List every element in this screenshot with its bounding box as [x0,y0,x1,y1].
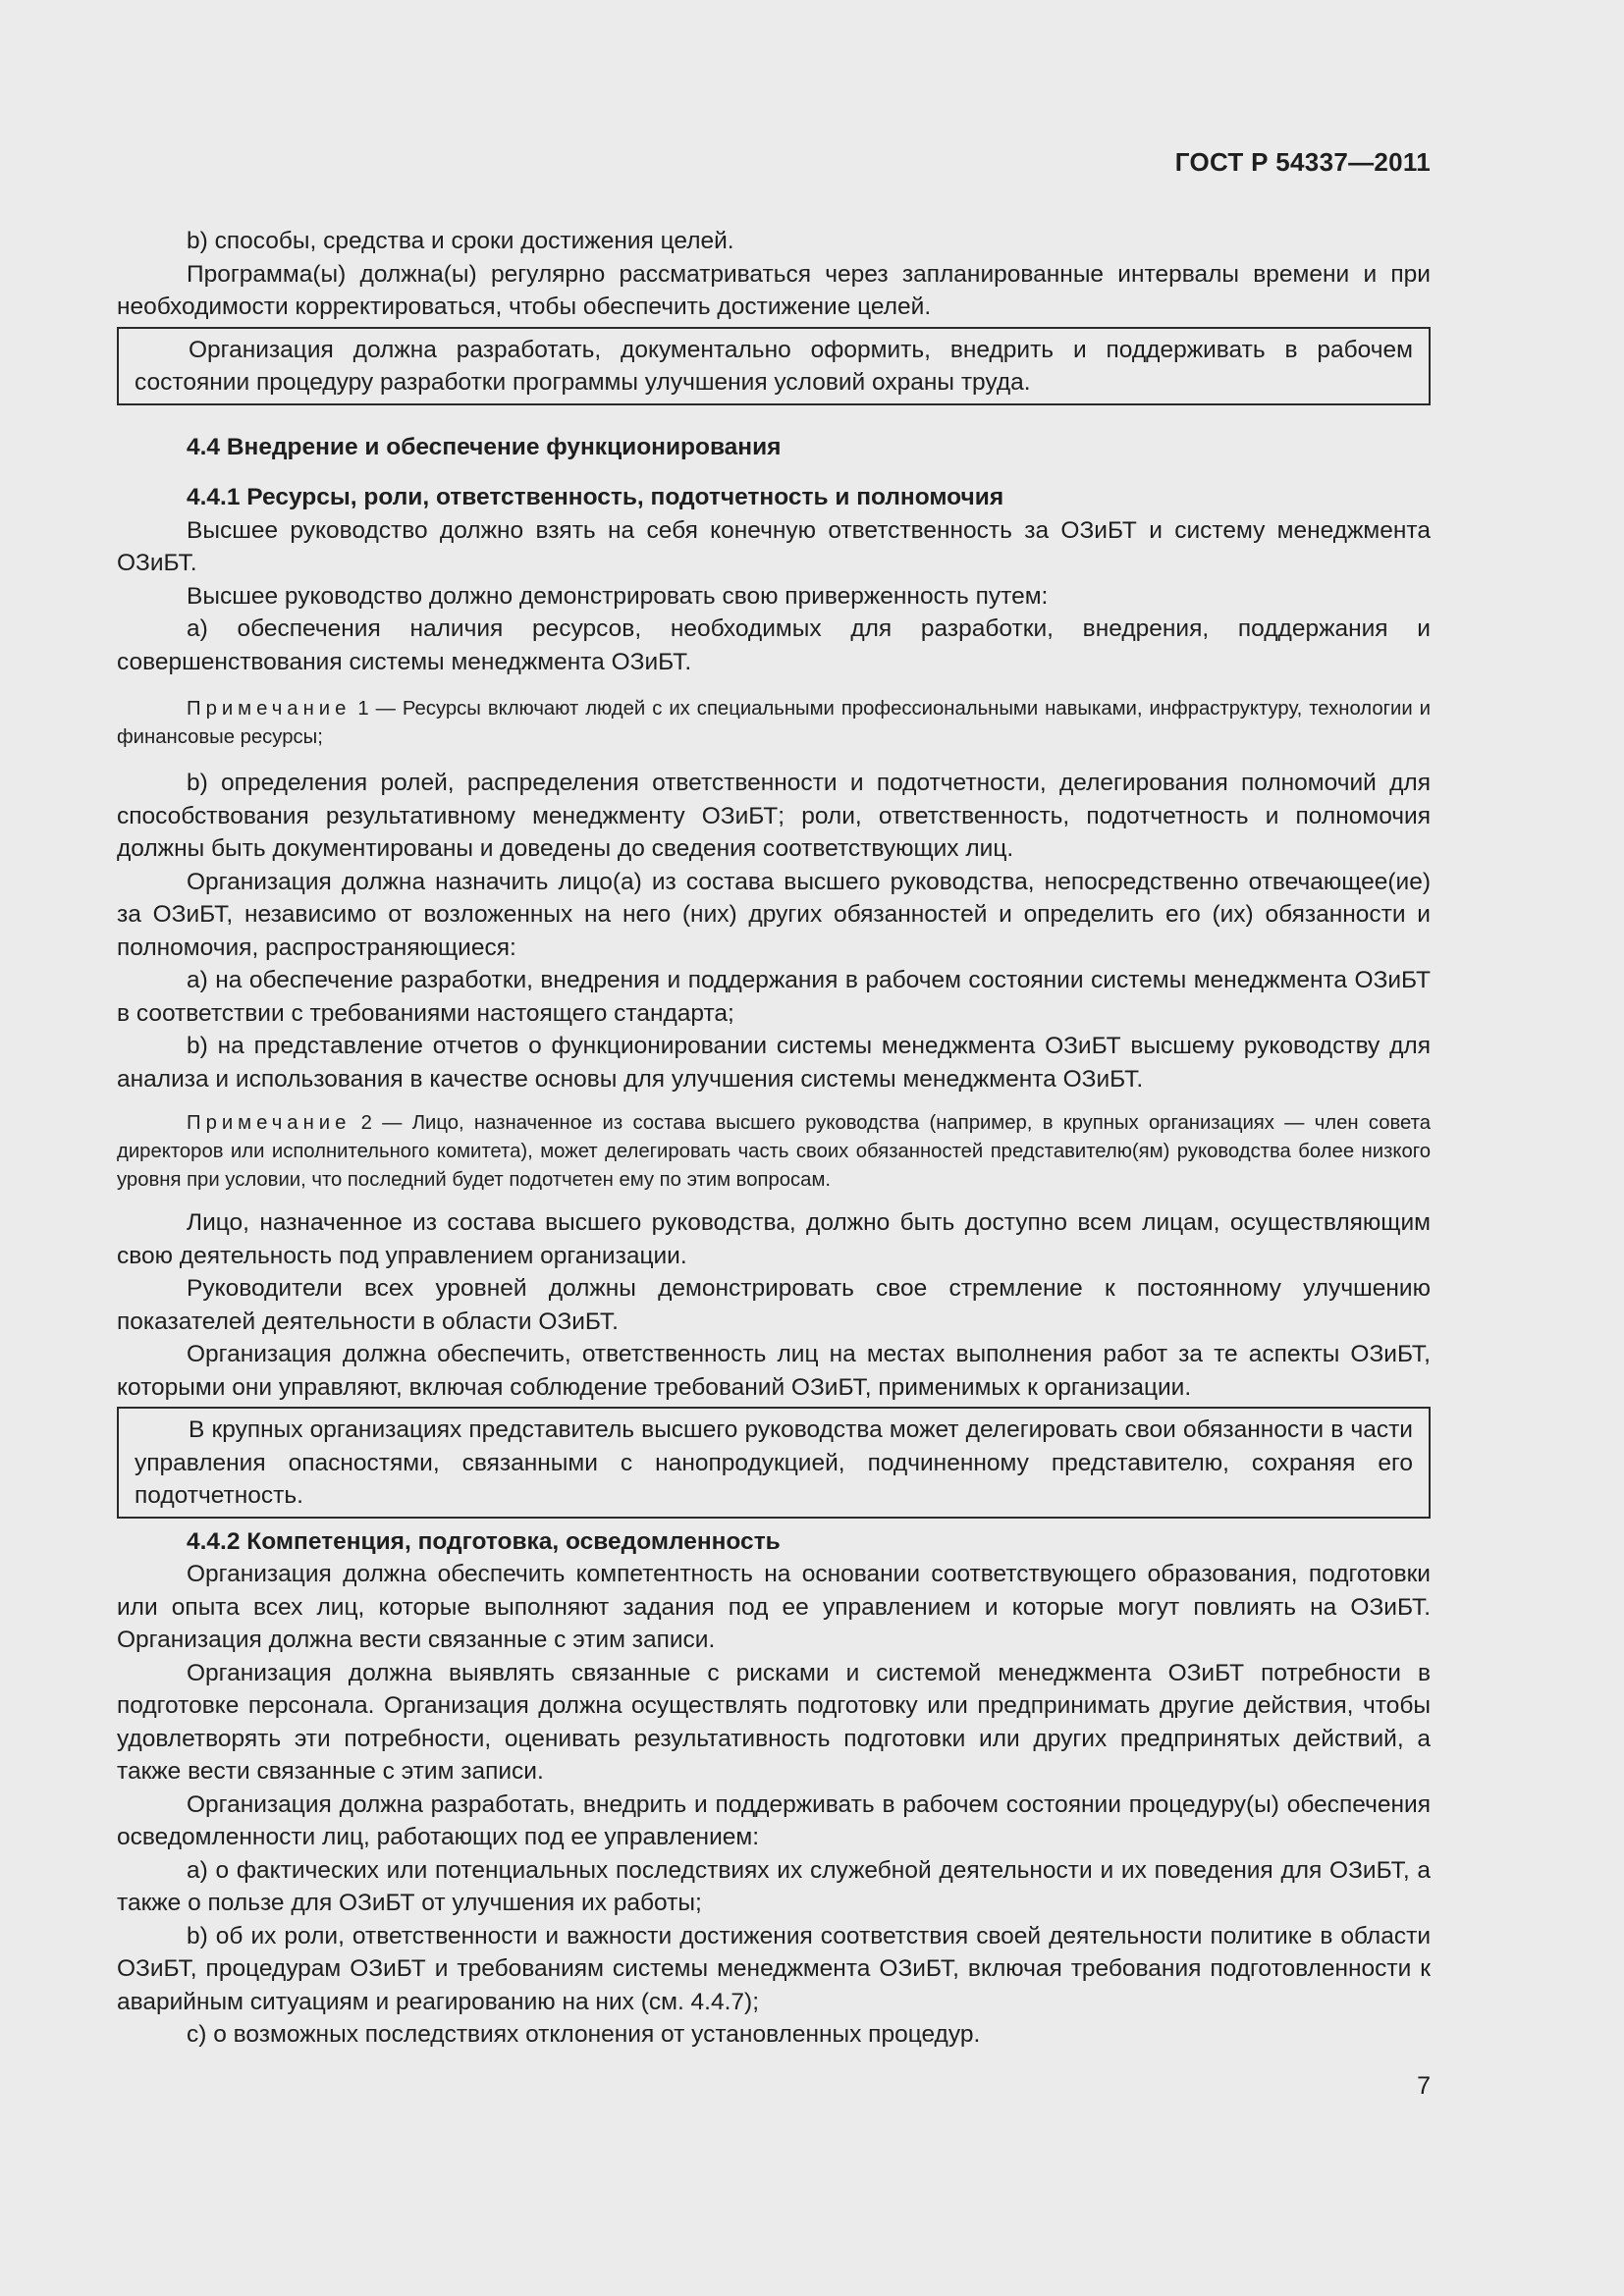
note-text: 1 — Ресурсы включают людей с их специальными профессиональными навыками, инфраструктуру, технологии и финансовые ресурсы; [117,698,1431,748]
list-item: с) о возможных последствиях отклонения от установленных процедур. [187,2021,981,2048]
note-label: Примечание [187,1112,352,1134]
paragraph: Организация должна назначить лицо(а) из состава высшего руководства, непосредственно отвечающее(ие) за ОЗиБТ, независимо от возложенных на него (них) других обязанностей и определить его (их) обязанности и полномочия, распространяющиеся: [117,868,1431,961]
note-text: 2 — Лицо, назначенное из состава высшего руководства (например, в крупных организациях — член совета директоров или исполнительного комитета), может делегировать часть своих обязанностей представителю(ям) руководства более низкого уровня при условии, что последний будет подотчетен ему по этим вопросам. [117,1112,1431,1191]
paragraph: Организация должна разработать, внедрить и поддерживать в рабочем состоянии процедуру(ы) обеспечения осведомленности лиц, работающих под ее управлением: [117,1790,1431,1850]
list-item: b) определения ролей, распределения ответственности и подотчетности, делегирования полномочий для способствования результативному менеджменту ОЗиБТ; роли, ответственность, подотчетность и полномочия должны быть документированы и доведены до сведения соответствующих лиц. [117,770,1431,862]
page-number: 7 [1417,2072,1431,2100]
framed-text: В крупных организациях представитель высшего руководства может делегировать свои обязанности в части управления опасностями, связанными с нанопродукцией, подчиненному представителю, сохраняя его подотчетность. [135,1416,1413,1509]
document-code: ГОСТ Р 54337—2011 [1174,147,1431,177]
paragraph: Программа(ы) должна(ы) регулярно рассматриваться через запланированные интервалы времени и при необходимости корректироваться, чтобы обеспечить достижение целей. [117,260,1431,320]
paragraph: Организация должна обеспечить компетентность на основании соответствующего образования, подготовки или опыта всех лиц, которые выполняют задания под ее управлением и которые могут повлиять на ОЗиБТ. Организация должна вести связанные с этим записи. [117,1561,1431,1653]
note-label: Примечание [187,698,352,720]
page-content [117,225,1431,2052]
paragraph: Высшее руководство должно взять на себя конечную ответственность за ОЗиБТ и систему менеджмента ОЗиБТ. [117,516,1431,576]
list-item: а) на обеспечение разработки, внедрения и поддержания в рабочем состоянии системы менеджмента ОЗиБТ в соответствии с требованиями настоящего стандарта; [117,967,1431,1027]
section-heading-4-4-2: 4.4.2 Компетенция, подготовка, осведомленность [187,1527,781,1555]
list-item: а) обеспечения наличия ресурсов, необходимых для разработки, внедрения, поддержания и совершенствования системы менеджмента ОЗиБТ. [117,615,1431,675]
paragraph: Организация должна выявлять связанные с рисками и системой менеджмента ОЗиБТ потребности в подготовке персонала. Организация должна осуществлять подготовку или предпринимать другие действия, чтобы удовлетворять эти потребности, оценивать результативность подготовки или других предпринятых действий, а также вести связанные с этим записи. [117,1659,1431,1785]
note-2 [117,1109,1431,1195]
paragraph: Высшее руководство должно демонстрировать свою приверженность путем: [187,582,1049,610]
list-item: а) о фактических или потенциальных последствиях их служебной деятельности и их поведения для ОЗиБТ, а также о пользе для ОЗиБТ от улучшения их работы; [117,1856,1431,1916]
list-item: b) на представление отчетов о функционировании системы менеджмента ОЗиБТ высшему руководству для анализа и использования в качестве основы для улучшения системы менеджмента ОЗиБТ. [117,1033,1431,1093]
paragraph: Руководители всех уровней должны демонстрировать свое стремление к постоянному улучшению показателей деятельности в области ОЗиБТ. [117,1275,1431,1335]
section-heading-4-4: 4.4 Внедрение и обеспечение функционирования [187,433,782,460]
paragraph: Организация должна обеспечить, ответственность лиц на местах выполнения работ за те аспекты ОЗиБТ, которыми они управляют, включая соблюдение требований ОЗиБТ, применимых к организации. [117,1341,1431,1401]
paragraph: b) способы, средства и сроки достижения целей. [187,228,734,254]
paragraph: Лицо, назначенное из состава высшего руководства, должно быть доступно всем лицам, осуществляющим свою деятельность под управлением организации. [117,1209,1431,1269]
section-heading-4-4-1: 4.4.1 Ресурсы, роли, ответственность, подотчетность и полномочия [187,484,1004,510]
framed-requirement-1 [117,327,1431,405]
list-item: b) об их роли, ответственности и важности достижения соответствия своей деятельности политике в области ОЗиБТ, процедурам ОЗиБТ и требованиям системы менеджмента ОЗиБТ, включая требования подготовленности к аварийным ситуациям и реагированию на них (см. 4.4.7); [117,1922,1431,2015]
note-1 [117,695,1431,752]
framed-requirement-2 [117,1407,1431,1519]
document-page [117,0,1431,2296]
framed-text: Организация должна разработать, документально оформить, внедрить и поддерживать в рабочем состоянии процедуру разработки программы улучшения условий охраны труда. [135,336,1413,396]
